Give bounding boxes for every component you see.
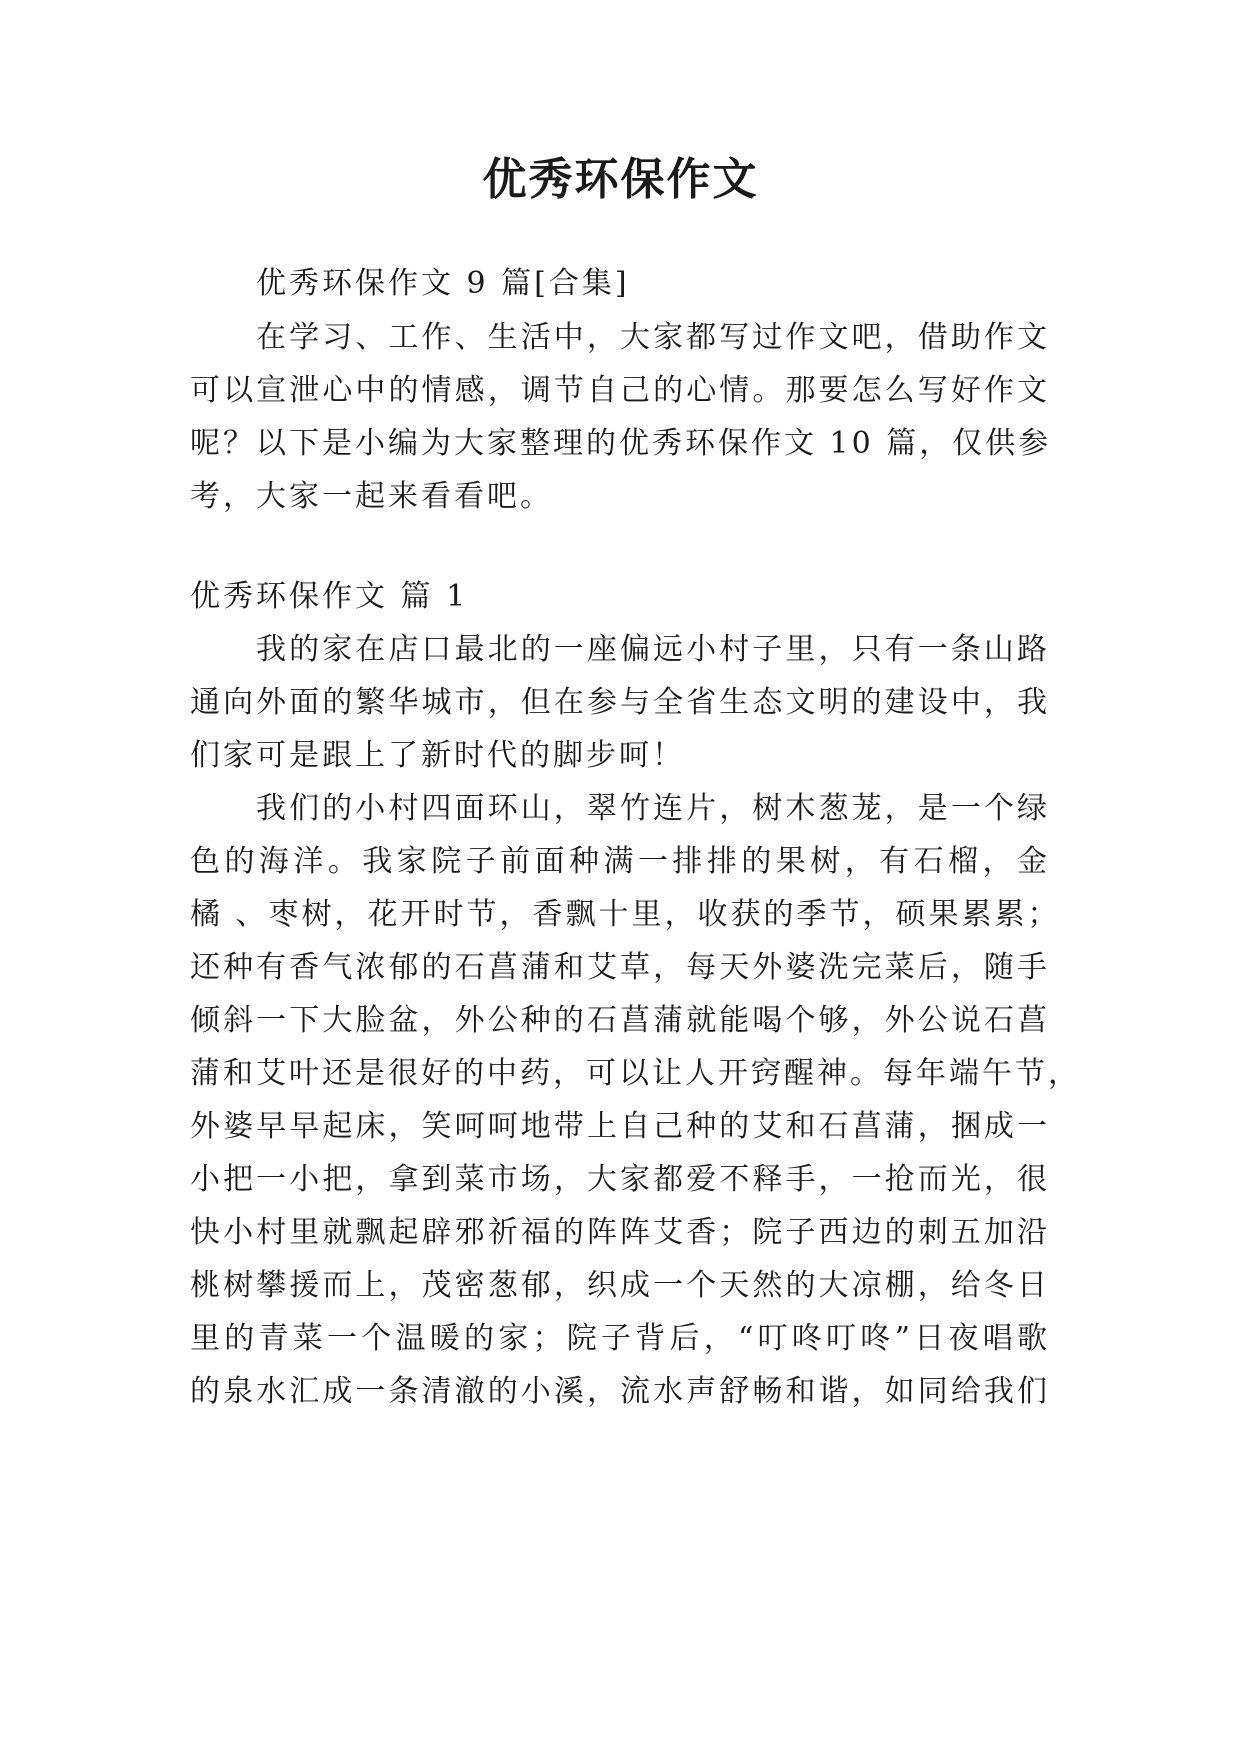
intro-line: 在学习、工作、生活中，大家都写过作文吧，借助作文 xyxy=(256,320,1050,355)
paragraph-line: 橘 、枣树，花开时节，香飘十里，收获的季节，硕果累累； xyxy=(190,897,1061,932)
paragraph-line: 倾斜一下大脸盆，外公种的石菖蒲就能喝个够，外公说石菖 xyxy=(190,1003,1050,1038)
paragraph-line: 还种有香气浓郁的石菖蒲和艾草，每天外婆洗完菜后，随手 xyxy=(190,950,1050,985)
paragraph-line: 通向外面的繁华城市，但在参与全省生态文明的建设中，我 xyxy=(190,685,1050,720)
paragraph-line: 蒲和艾叶还是很好的中药，可以让人开窍醒神。每年端午节， xyxy=(190,1056,1081,1091)
document-subtitle: 优秀环保作文 9 篇[合集] xyxy=(256,266,630,301)
paragraph-line: 里的青菜一个温暖的家；院子背后，“叮咚叮咚”日夜唱歌 xyxy=(190,1321,1050,1356)
paragraph-line: 小把一小把，拿到菜市场，大家都爱不释手，一抢而光，很 xyxy=(190,1162,1050,1197)
intro-line: 呢？以下是小编为大家整理的优秀环保作文 10 篇，仅供参 xyxy=(190,426,1052,461)
document-title: 优秀环保作文 xyxy=(482,154,759,205)
intro-line: 考，大家一起来看看吧。 xyxy=(190,479,553,514)
section-heading: 优秀环保作文 篇 1 xyxy=(190,579,469,614)
paragraph-line: 桃树攀援而上，茂密葱郁，织成一个天然的大凉棚，给冬日 xyxy=(190,1268,1050,1303)
paragraph-line: 外婆早早起床，笑呵呵地带上自己种的艾和石菖蒲，捆成一 xyxy=(190,1109,1050,1144)
paragraph-line: 我们的小村四面环山，翠竹连片，树木葱茏，是一个绿 xyxy=(256,791,1050,826)
paragraph-line: 我的家在店口最北的一座偏远小村子里，只有一条山路 xyxy=(256,632,1050,667)
paragraph-line: 快小村里就飘起辟邪祈福的阵阵艾香；院子西边的刺五加沿 xyxy=(190,1215,1050,1250)
paragraph-line: 色的海洋。我家院子前面种满一排排的果树，有石榴，金 xyxy=(190,844,1050,879)
paragraph-line: 的泉水汇成一条清澈的小溪，流水声舒畅和谐，如同给我们 xyxy=(190,1374,1050,1409)
paragraph-line: 们家可是跟上了新时代的脚步呵！ xyxy=(190,738,685,773)
intro-line: 可以宣泄心中的情感，调节自己的心情。那要怎么写好作文 xyxy=(190,373,1050,408)
